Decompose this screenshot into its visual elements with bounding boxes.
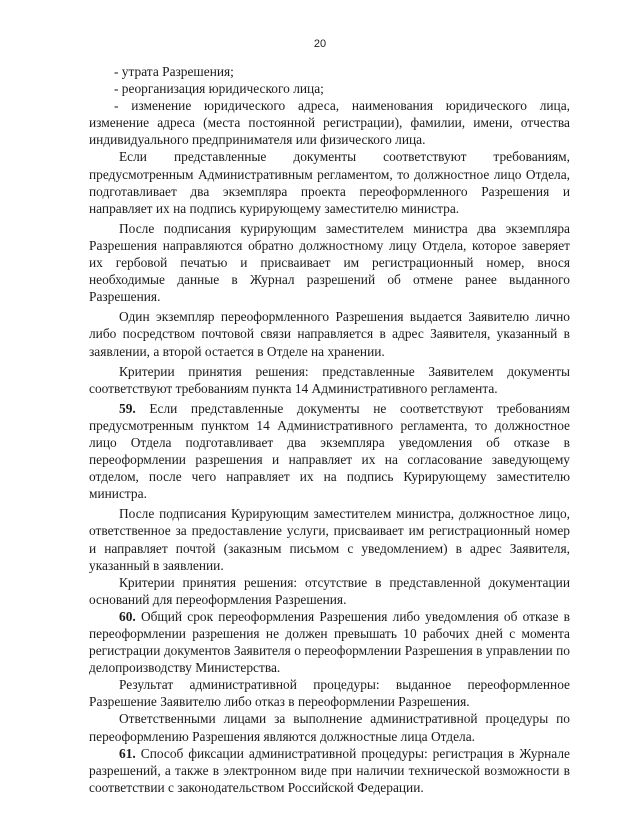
clause-60 [89,608,570,676]
list-item-reorganization: - реорганизация юридического лица; [114,81,324,97]
paragraph-responsible-persons: Ответственными лицами за выполнение административной процедуры по переоформлению Разрешения являются должностные лица Отдела. [89,711,570,744]
paragraph-decision-criteria: Критерии принятия решения: представленные Заявителем документы соответствуют требованиям пункта 14 Административного регламента. [89,363,570,396]
clause-number: 59. [119,400,136,416]
paragraph-procedure-result: Результат административной процедуры: выданное переоформленное Разрешение Заявителю либо отказ в переоформлении Разрешения. [89,677,570,710]
document-body [89,63,570,796]
list-item-permit-loss: - утрата Разрешения; [114,64,234,79]
paragraph-documents-compliant: Если представленные документы соответствуют требованиям, предусмотренным Административным регламентом, то должностное лицо Отдела, подготавливает два экземпляра проекта переоформленного Разрешения и направляет их на подпись курирующему заместителю министра. [89,149,570,216]
paragraph-after-signing: После подписания курирующим заместителем министра два экземпляра Разрешения направляются обратно должностному лицу Отдела, которое заверяет их гербовой печатью и присваивает им регистрационный номер, внося необходимые данные в Журнал разрешений об отмене ранее выданного Разрешения. [89,220,570,305]
paragraph-copy-issued: Один экземпляр переоформленного Разрешения выдается Заявителю лично либо посредством почтовой связи направляется в адрес Заявителя, указанный в заявлении, а второй остается в Отделе на хранении. [89,309,570,359]
clause-number: 60. [119,608,136,624]
page-number: 20 [313,38,327,50]
clause-number: 61. [119,745,136,761]
paragraph-refusal-signing: После подписания Курирующим заместителем министра, должностное лицо, ответственное за предоставление услуги, присваивает им регистрационный номер и направляет почтой (заказным письмом с уведомлением) в адрес Заявителя, указанный в заявлении. [89,506,570,573]
list-item-address-change: - изменение юридического адреса, наименования юридического лица, изменение адреса (места постоянной регистрации), фамилии, имени, отчества индивидуального предпринимателя или физического лица. [89,98,570,148]
clause-text: Если представленные документы не соответствуют требованиям предусмотренным пунктом 14 Административного регламента, то должностное лицо Отдела подготавливает два экземпляра уведомления об отказе в переоформлении разрешения и направляет их на согласование заведующему отделом, после чего направляет их на подпись Курирующему заместителю министра. [89,400,570,502]
clause-59 [89,400,570,503]
clause-text: Общий срок переоформления Разрешения либо уведомления об отказе в переоформлении разрешения не должен превышать 10 рабочих дней с момента регистрации документов Заявителя о переоформлении Разрешения в управлении по делопроизводству Министерства. [89,608,570,676]
clause-text: Способ фиксации административной процедуры: регистрация в Журнале разрешений, а также в электронном виде при наличии технической возможности в соответствии с законодательством Российской Федерации. [89,745,570,795]
clause-61 [89,745,570,796]
paragraph-refusal-criteria: Критерии принятия решения: отсутствие в представленной документации оснований для переоформления Разрешения. [89,574,570,607]
